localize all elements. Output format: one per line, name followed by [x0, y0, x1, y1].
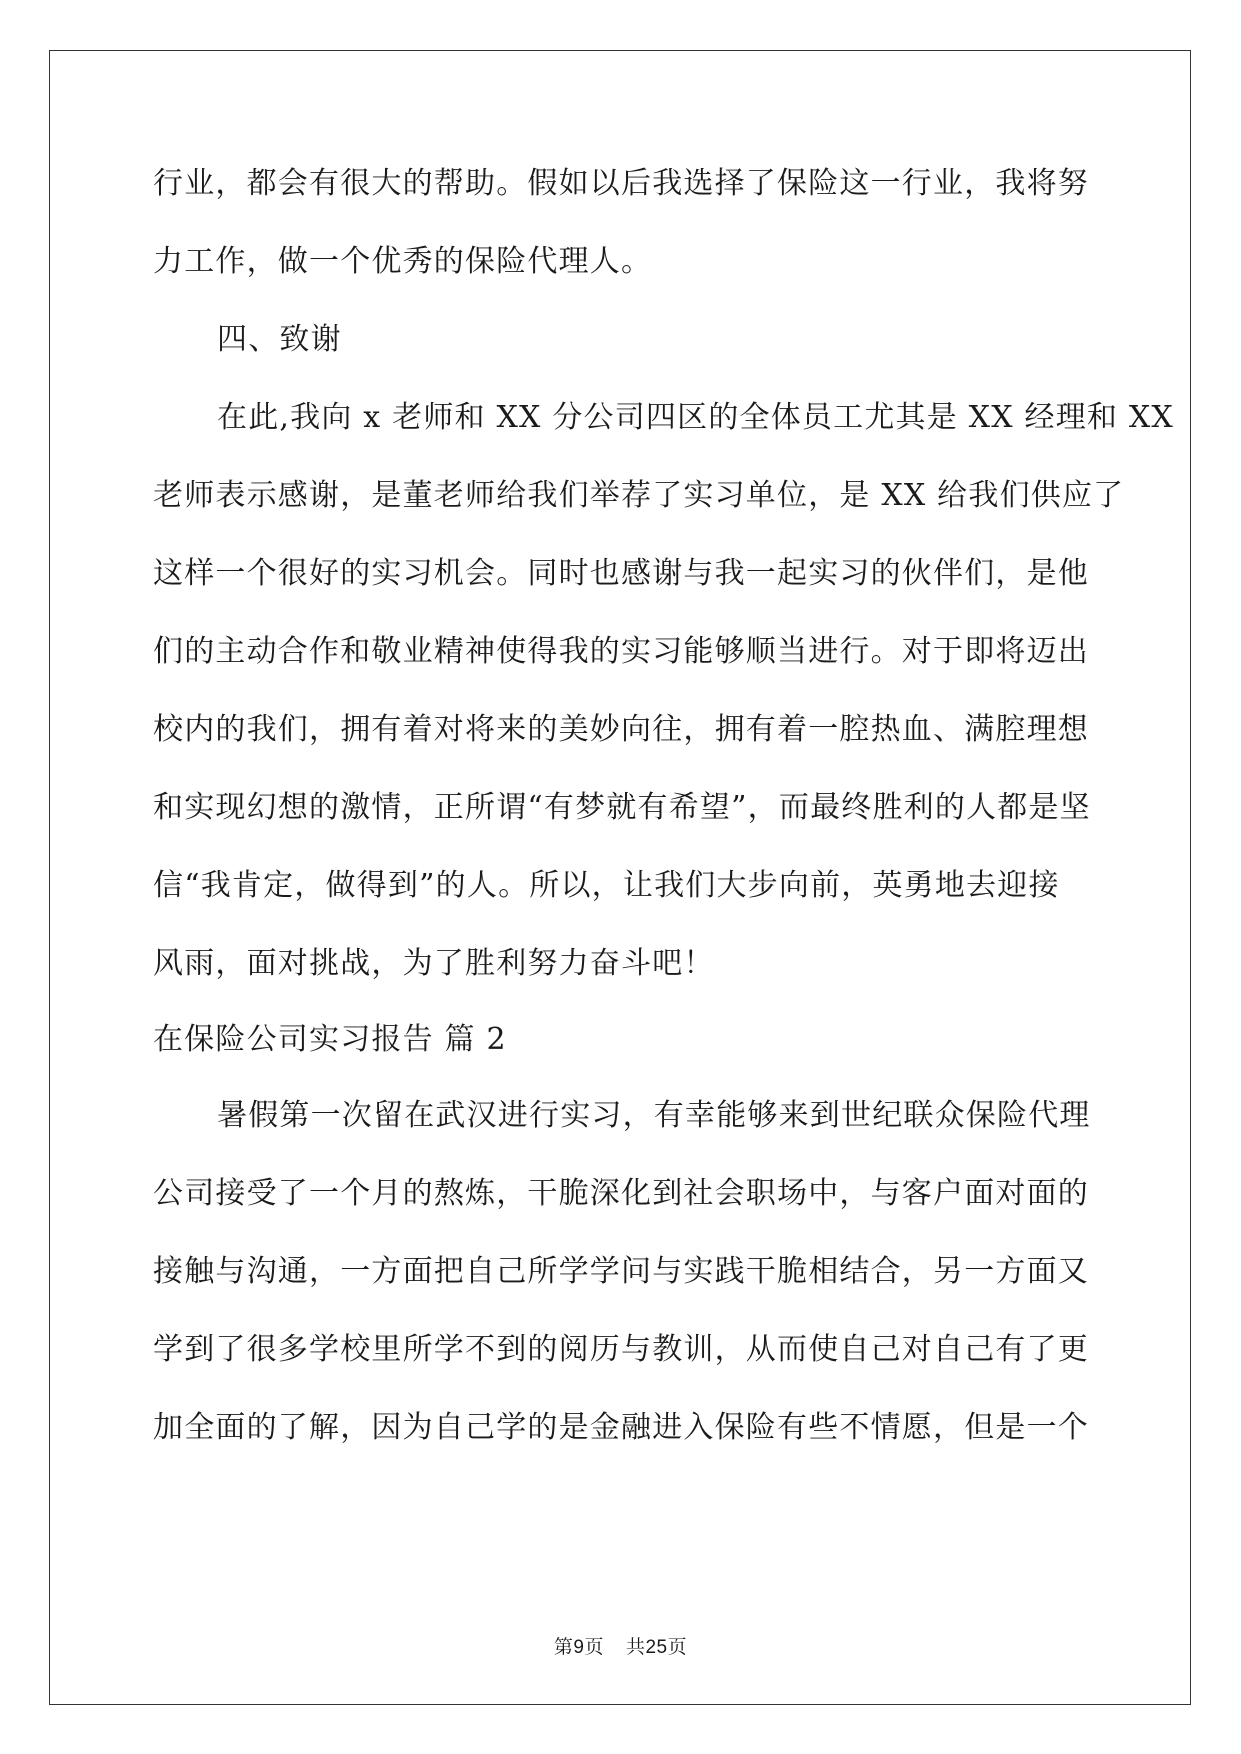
page-footer	[0, 1632, 1241, 1659]
paragraph-line: 力工作，做一个优秀的保险代理人。	[153, 244, 653, 279]
paragraph-line: 和实现幻想的激情，正所谓“有梦就有希望”，而最终胜利的人都是坚	[153, 790, 1091, 825]
page-number: 9	[573, 1637, 585, 1658]
page-suffix: 页	[584, 1636, 604, 1658]
paragraph-line: 在此,我向 x 老师和 XX 分公司四区的全体员工尤其是 XX 经理和 XX	[217, 400, 1174, 435]
paragraph-line: 校内的我们，拥有着对将来的美妙向往，拥有着一腔热血、满腔理想	[153, 712, 1089, 747]
paragraph-line: 老师表示感谢，是董老师给我们举荐了实习单位，是 XX 给我们供应了	[153, 478, 1125, 513]
paragraph-line: 们的主动合作和敬业精神使得我的实习能够顺当进行。对于即将迈出	[153, 634, 1089, 669]
total-pages: 25	[645, 1637, 668, 1658]
paragraph-line: 行业，都会有很大的帮助。假如以后我选择了保险这一行业，我将努	[153, 166, 1089, 201]
paragraph-line: 接触与沟通，一方面把自己所学学问与实践干脆相结合，另一方面又	[153, 1254, 1089, 1289]
paragraph-line: 信“我肯定，做得到”的人。所以，让我们大步向前，英勇地去迎接	[153, 868, 1060, 903]
paragraph-line: 这样一个很好的实习机会。同时也感谢与我一起实习的伙伴们，是他	[153, 556, 1089, 591]
paragraph-line: 暑假第一次留在武汉进行实习，有幸能够来到世纪联众保险代理	[217, 1098, 1091, 1133]
paragraph-line: 风雨，面对挑战，为了胜利努力奋斗吧！	[153, 946, 715, 981]
paragraph-line: 学到了很多学校里所学不到的阅历与教训，从而使自己对自己有了更	[153, 1332, 1089, 1367]
paragraph-line: 公司接受了一个月的熬炼，干脆深化到社会职场中，与客户面对面的	[153, 1176, 1089, 1211]
article-title: 在保险公司实习报告 篇 2	[153, 1022, 507, 1057]
section-heading: 四、致谢	[217, 322, 342, 357]
total-prefix: 共	[625, 1636, 646, 1658]
document-body	[153, 164, 1174, 1486]
paragraph-line: 加全面的了解，因为自己学的是金融进入保险有些不情愿，但是一个	[153, 1410, 1089, 1445]
page-prefix: 第	[553, 1636, 574, 1658]
total-suffix: 页	[667, 1636, 688, 1658]
